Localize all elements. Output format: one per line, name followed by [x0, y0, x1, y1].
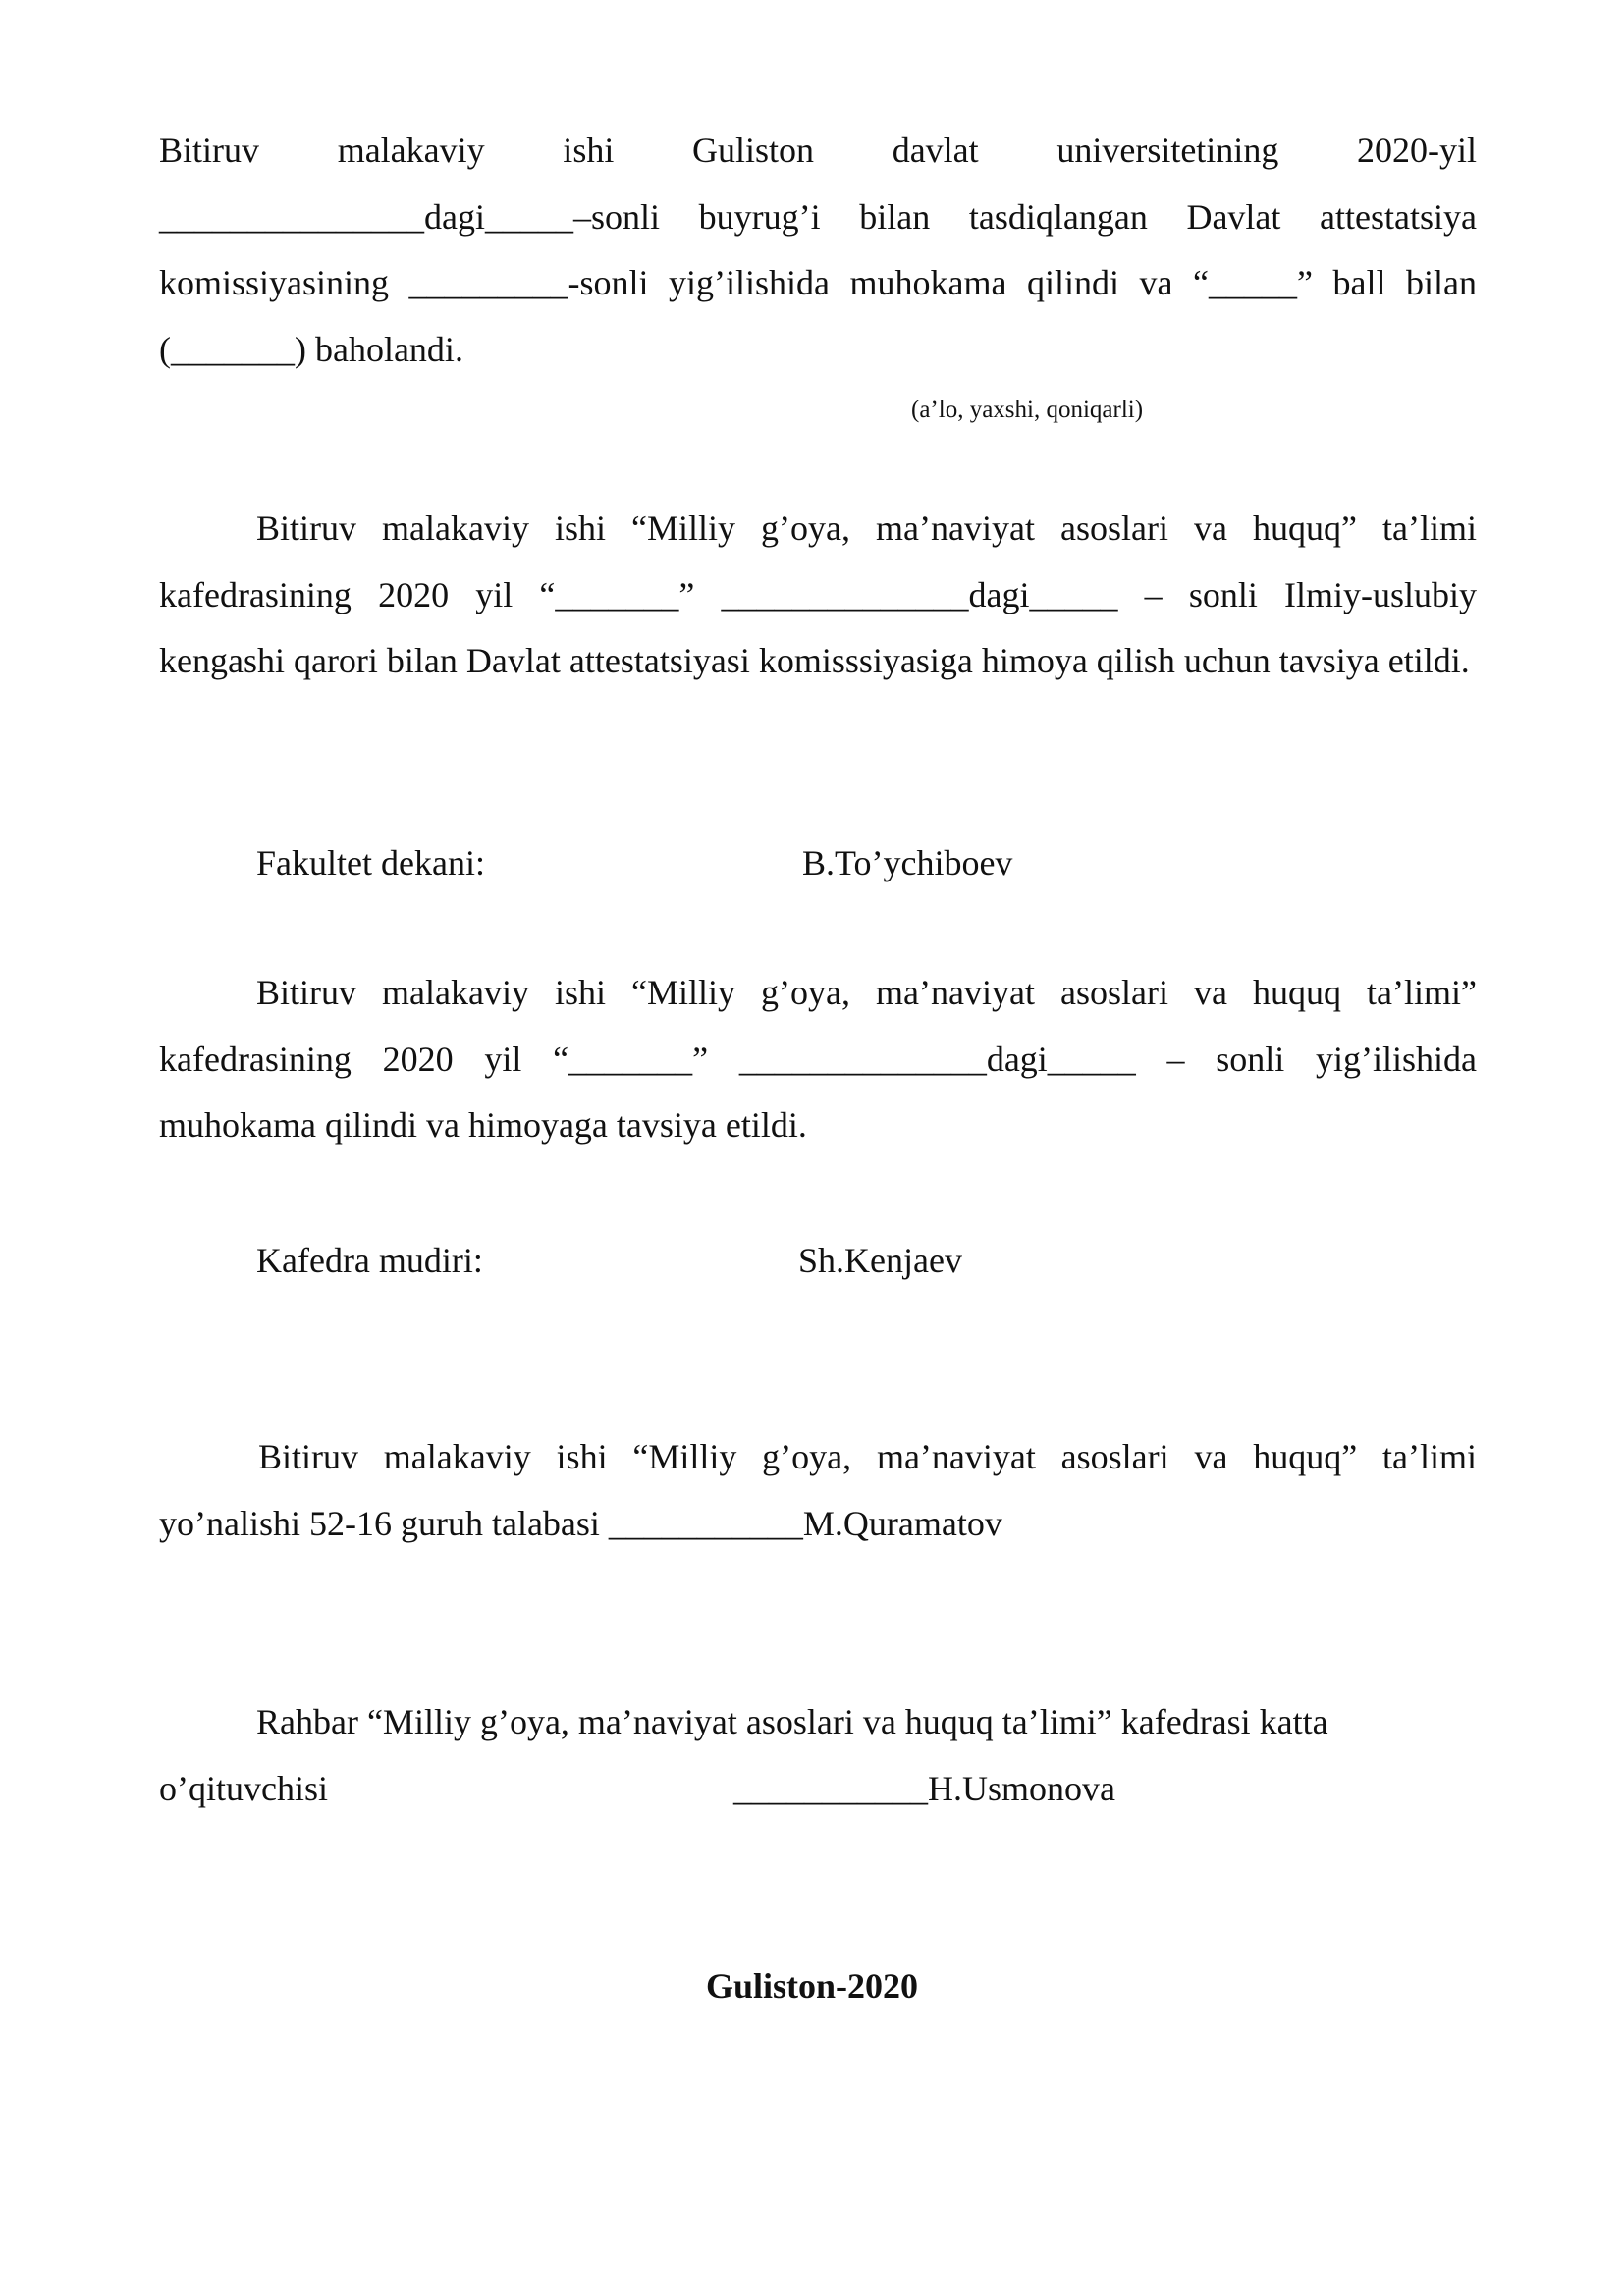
supervisor-line [159, 1689, 1477, 1756]
dean-label: Fakultet dekani: [256, 843, 485, 882]
approval-paragraph [159, 118, 1477, 383]
council-recommendation-paragraph [159, 496, 1477, 695]
grade-options-note: (a’lo, yaxshi, qoniqarli) [911, 397, 1144, 423]
department-recommendation-text: Bitiruv malakaviy ishi “Milliy g’oya, ma’naviyat asoslari va huquq ta’limi” kafedrasining 2020 yil “_______” ______________dagi_____ – sonli yig’ilishida muhokama qilindi va himoyaga tavsiya etildi. [159, 973, 1477, 1145]
department-head-label: Kafedra mudiri: [256, 1241, 483, 1280]
student-paragraph [159, 1424, 1477, 1557]
supervisor-text: Rahbar “Milliy g’oya, ma’naviyat asoslari va huquq ta’limi” kafedrasi katta [256, 1702, 1328, 1741]
supervisor-position: o’qituvchisi [159, 1769, 328, 1808]
dean-name: B.To’ychiboev [802, 843, 1013, 882]
council-recommendation-text: Bitiruv malakaviy ishi “Milliy g’oya, ma’naviyat asoslari va huquq” ta’limi kafedrasining 2020 yil “_______” ______________dagi_____ – sonli Ilmiy-uslubiy kengashi qarori bilan Davlat attestatsiyasi komisssiyasiga himoya qilish uchun tavsiya etildi. [159, 508, 1477, 680]
department-head-name: Sh.Kenjaev [798, 1241, 962, 1280]
approval-text: Bitiruv malakaviy ishi Guliston davlat universitetining 2020-yil _______________dagi_____–sonli buyrug’i bilan tasdiqlangan Davlat attestatsiya komissiyasining _________-sonli yig’ilishida muhokama qilindi va “_____” ball bilan (_______) baholandi. [159, 131, 1477, 369]
supervisor-signature: ___________H.Usmonova [733, 1769, 1115, 1808]
place-and-year: Guliston-2020 [705, 1966, 919, 2005]
department-recommendation-paragraph [159, 960, 1477, 1159]
student-text: Bitiruv malakaviy ishi “Milliy g’oya, ma’naviyat asoslari va huquq” ta’limi yo’nalishi 52-16 guruh talabasi ___________M.Quramatov [159, 1437, 1477, 1543]
